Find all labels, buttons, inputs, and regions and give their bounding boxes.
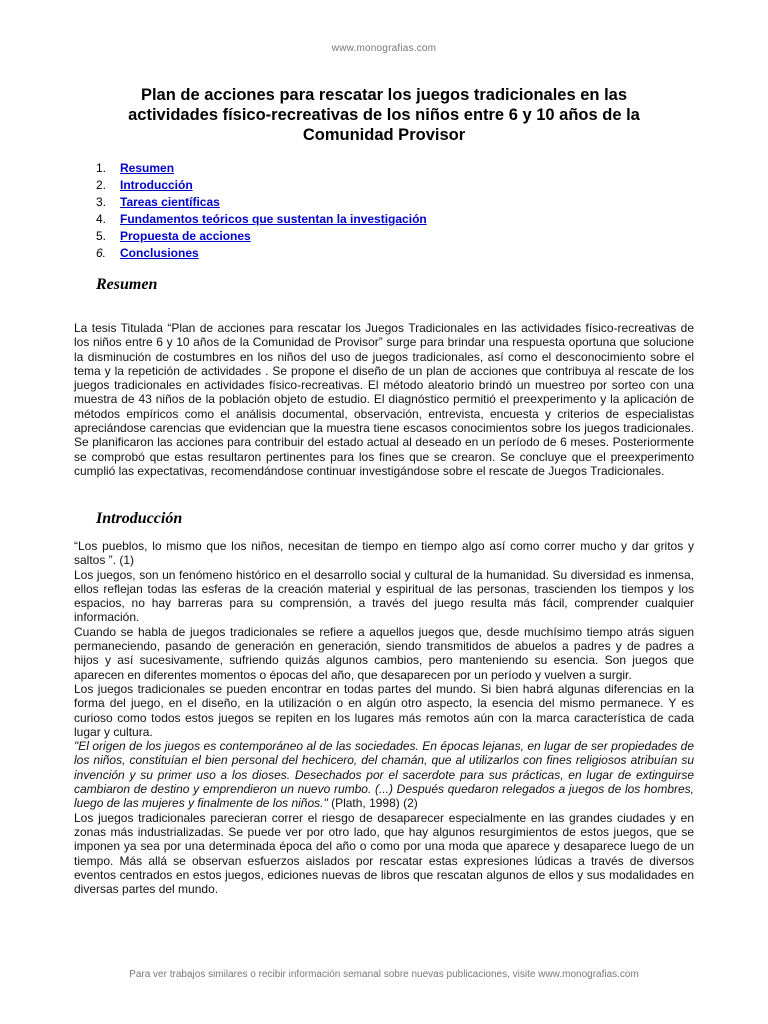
introduccion-text: [74, 539, 694, 896]
toc-number: 1.: [96, 161, 107, 175]
toc-link-fundamentos[interactable]: Fundamentos teóricos que sustentan la investigación: [120, 212, 427, 226]
toc-item: [96, 160, 427, 177]
footer-note: Para ver trabajos similares o recibir información semanal sobre nuevas publicaciones, visite www.monografias.com: [129, 969, 639, 980]
toc-item: [96, 211, 427, 228]
resumen-paragraph: La tesis Titulada “Plan de acciones para rescatar los Juegos Tradicionales en las actividades físico-recreativas de los niños entre 6 y 10 años de la Comunidad de Provisor” surge para brindar una respuesta oportuna que solucione la disminución de costumbres en los niños del uso de juegos tradicionales, así como el desconocimiento sobre el tema y la repetición de actividades . Se propone el diseño de un plan de acciones que contribuya al rescate de los juegos tradicionales en actividades físico-recreativas. El método aleatorio brindó un muestreo por sorteo con una muestra de 43 niños de la población objeto de estudio. El diagnóstico permitió el preexperimento y la aplicación de métodos empíricos como el análisis documental, observación, entrevista, encuesta y criterios de especialistas apreciándose carencias que evidencian que la muestra tiene escasos conocimientos sobre los juegos tradicionales. Se planificaron las acciones para contribuir del estado actual al deseado en un período de 6 meses. Posteriormente se comprobó que estas resultaron pertinentes para los fines que se crearon. Se concluye que el preexperimento cumplió las expectativas, recomendándose continuar investigándose sobre el rescate de Juegos Tradicionales.: [74, 321, 694, 478]
toc-number: 5.: [96, 229, 107, 243]
intro-paragraph: Los juegos tradicionales parecieran correr el riesgo de desaparecer especialmente en las grandes ciudades y en zonas más industrializadas. Se puede ver por otro lado, que hay algunos resurgimientos de estos juegos, que se imponen ya sea por una determinada época del año o como por una moda que aparece y desaparece luego de un tiempo. Más allá se observan esfuerzos aislados por rescatar estas expresiones lúdicas a través de diversos eventos centrados en estos juegos, ediciones nuevas de libros que rescatan algunos de ellos y sus modalidades en diversas partes del mundo.: [74, 810, 694, 897]
intro-paragraph: Cuando se habla de juegos tradicionales se refiere a aquellos juegos que, desde muchísimo tiempo atrás siguen permaneciendo, pasando de generación en generación, siendo transmitidos de abuelos a padres y de padres a hijos y así sucesivamente, sufriendo quizás algunos cambios, pero manteniendo su esencia. Son juegos que aparecen en diferentes momentos o épocas del año, que desaparecen por un período y vuelven a surgir.: [74, 624, 694, 682]
toc-item: [96, 194, 427, 211]
intro-paragraph: Los juegos tradicionales se pueden encontrar en todas partes del mundo. Si bien habrá algunas diferencias en la forma del juego, en el diseño, en la utilización o en algún otro aspecto, la esencia del mismo permanece. Y es curioso como todos estos juegos se repiten en los lugares más remotos aún con la marca característica de cada lugar y cultura.: [74, 681, 694, 739]
header-site-url: www.monografias.com: [331, 43, 437, 54]
toc-number: 3.: [96, 195, 107, 209]
toc-link-propuesta[interactable]: Propuesta de acciones: [120, 229, 251, 243]
resumen-text: [74, 321, 694, 478]
intro-quote-paragraph: [74, 739, 694, 810]
intro-paragraph: Los juegos, son un fenómeno histórico en el desarrollo social y cultural de la humanidad. Su diversidad es inmensa, ellos reflejan todas las esferas de la creación material y espiritual de las personas, trascienden los tiempos y los espacios, no hay barreras para su comprensión, a través del juego resulta más fácil, comprender cualquier información.: [74, 567, 694, 625]
toc-item: [96, 228, 427, 245]
section-heading-introduccion: Introducción: [96, 510, 183, 527]
toc-link-resumen[interactable]: Resumen: [120, 161, 175, 175]
toc-link-tareas[interactable]: Tareas científicas: [120, 195, 220, 209]
intro-quote: "El origen de los juegos es contemporáneo al de las sociedades. En épocas lejanas, en lugar de ser propiedades de los niños, constituían el bien personal del hechicero, del chamán, que al utilizarlos con fines religiosos atribuían su invención y su primer uso a los dioses. Desechados por el sacerdote para sus prácticas, en lugar de extinguirse cambiaron de destino y emprendieron un nuevo rumbo. (...) Después quedaron relegados a juegos de los hombres, luego de las mujeres y finalmente de los niños.": [74, 739, 694, 811]
toc-number: 6.: [96, 246, 107, 260]
toc-link-introduccion[interactable]: Introducción: [120, 178, 193, 192]
toc-link-conclusiones[interactable]: Conclusiones: [120, 246, 199, 260]
section-heading-resumen: Resumen: [96, 276, 158, 293]
toc-item: [96, 177, 427, 194]
intro-paragraph: “Los pueblos, lo mismo que los niños, necesitan de tiempo en tiempo algo así como correr mucho y dar gritos y saltos ”. (1): [74, 539, 694, 568]
toc-number: 4.: [96, 212, 107, 226]
table-of-contents: [96, 160, 427, 262]
toc-number: 2.: [96, 178, 107, 192]
document-title: Plan de acciones para rescatar los juegos tradicionales en las actividades físico-recreativas de los niños entre 6 y 10 años de la Comunidad Provisor: [128, 86, 640, 144]
toc-item: [96, 245, 427, 262]
quote-citation: (Plath, 1998) (2): [327, 796, 418, 811]
